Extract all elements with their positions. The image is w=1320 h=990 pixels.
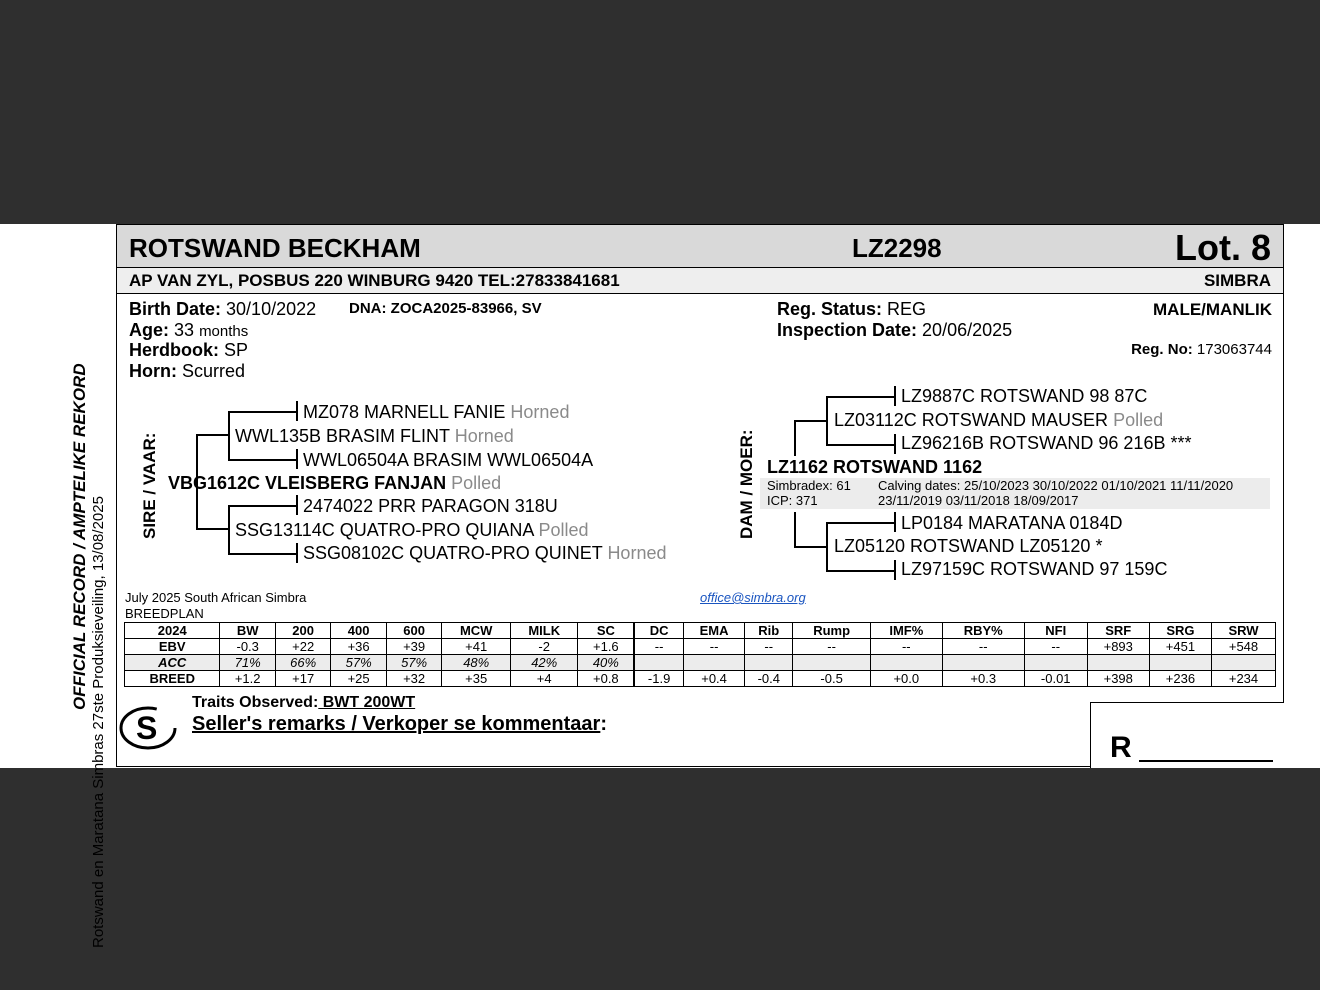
ebv-cell: 57% <box>386 655 441 671</box>
ebv-header-cell: RBY% <box>942 623 1024 639</box>
ebv-header-cell: SRG <box>1149 623 1211 639</box>
dna-info: DNA: ZOCA2025-83966, SV <box>349 300 542 317</box>
animal-name: ROTSWAND BECKHAM <box>129 233 421 263</box>
sire-dam: SSG13114C QUATRO-PRO QUIANA Polled <box>235 520 589 540</box>
breedplan-label: BREEDPLAN <box>125 606 204 621</box>
ebv-header-cell: SRW <box>1212 623 1276 639</box>
ebv-cell: +548 <box>1212 639 1276 655</box>
dam-sire: LZ03112C ROTSWAND MAUSER Polled <box>834 410 1164 430</box>
ebv-cell: +4 <box>511 671 578 687</box>
ebv-header-cell: DC <box>634 623 683 639</box>
ebv-header-cell: MCW <box>442 623 511 639</box>
ebv-cell: +451 <box>1149 639 1211 655</box>
dam-section-label: DAM / MOER: <box>737 429 756 539</box>
ebv-row-label: EBV <box>125 639 220 655</box>
dam-name: LZ1162 ROTSWAND 1162 <box>767 457 983 477</box>
sire-name: VBG1612C VLEISBERG FANJAN Polled <box>168 473 502 493</box>
sex-label: MALE/MANLIK <box>1153 300 1272 319</box>
sire-sire-dam: WWL06504A BRASIM WWL06504A <box>303 450 594 470</box>
ebv-cell: -- <box>745 639 793 655</box>
simbra-logo <box>118 702 180 752</box>
sire-dam-sire: 2474022 PRR PARAGON 318U <box>303 496 558 516</box>
ebv-cell: +398 <box>1087 671 1149 687</box>
ebv-cell <box>942 655 1024 671</box>
ebv-cell <box>1212 655 1276 671</box>
official-record-label: OFFICIAL RECORD / AMPTELIKE REKORD <box>70 363 89 710</box>
ebv-cell <box>793 655 871 671</box>
ebv-cell: +32 <box>386 671 441 687</box>
ebv-cell: -2 <box>511 639 578 655</box>
birth-date: Birth Date: 30/10/2022 <box>129 299 317 319</box>
ebv-header-row <box>125 623 1276 639</box>
ebv-cell: -- <box>793 639 871 655</box>
sire-sire-sire: MZ078 MARNELL FANIE Horned <box>303 402 570 422</box>
ebv-cell <box>1024 655 1087 671</box>
ebv-cell: 71% <box>220 655 275 671</box>
ebv-cell <box>634 655 683 671</box>
horn-status: Horn: Scurred <box>129 361 246 381</box>
ebv-row-label: ACC <box>125 655 220 671</box>
calving-dates-1: Calving dates: 25/10/2023 30/10/2022 01/10/2021 11/11/2020 <box>878 478 1234 493</box>
ebv-cell: +35 <box>442 671 511 687</box>
owner-details: AP VAN ZYL, POSBUS 220 WINBURG 9420 TEL:27833841681 <box>129 271 620 290</box>
ebv-cell: +236 <box>1149 671 1211 687</box>
calving-box <box>760 478 1270 509</box>
ebv-row <box>125 671 1276 687</box>
ebv-cell: -0.3 <box>220 639 275 655</box>
herdbook: Herdbook: SP <box>129 340 249 360</box>
ebv-header-cell: Rib <box>745 623 793 639</box>
header-bar <box>116 224 1284 268</box>
ebv-cell <box>683 655 744 671</box>
price-box <box>1090 702 1284 768</box>
reg-status: Reg. Status: REG <box>777 299 927 319</box>
calving-dates-2: 23/11/2019 03/11/2018 18/09/2017 <box>878 493 1079 508</box>
sire-sire: WWL135B BRASIM FLINT Horned <box>235 426 514 446</box>
ebv-cell: 42% <box>511 655 578 671</box>
ebv-header-cell: 200 <box>275 623 330 639</box>
lot-card <box>0 224 1320 948</box>
price-label: R <box>1110 731 1132 764</box>
ebv-cell: -0.4 <box>745 671 793 687</box>
sellers-remarks: Seller's remarks / Verkoper se kommentaar: <box>192 713 608 735</box>
price-line[interactable] <box>1139 760 1273 762</box>
ebv-cell <box>870 655 942 671</box>
ebv-cell: +22 <box>275 639 330 655</box>
ebv-cell: +893 <box>1087 639 1149 655</box>
sire-dam-dam: SSG08102C QUATRO-PRO QUINET Horned <box>303 543 667 563</box>
inspection-date: Inspection Date: 20/06/2025 <box>777 320 1013 340</box>
ebv-cell: -- <box>1024 639 1087 655</box>
reg-number: Reg. No: 173063744 <box>1131 341 1272 358</box>
ebv-row <box>125 639 1276 655</box>
dam-dam-sire: LP0184 MARATANA 0184D <box>901 513 1123 533</box>
traits-observed: Traits Observed: BWT 200WT <box>192 694 416 711</box>
ebv-header-cell: SRF <box>1087 623 1149 639</box>
breed-label: SIMBRA <box>1203 271 1271 290</box>
ebv-cell: +1.2 <box>220 671 275 687</box>
ebv-header-cell: IMF% <box>870 623 942 639</box>
ebv-header-cell: EMA <box>683 623 744 639</box>
icp: ICP: 371 <box>767 493 818 508</box>
ebv-cell: +0.3 <box>942 671 1024 687</box>
ebv-cell: 48% <box>442 655 511 671</box>
ebv-header-cell: Rump <box>793 623 871 639</box>
ebv-cell: -- <box>683 639 744 655</box>
ebv-cell <box>1149 655 1211 671</box>
dam-sire-sire: LZ9887C ROTSWAND 98 87C <box>901 386 1148 406</box>
ebv-row <box>125 655 1276 671</box>
ebv-cell: 57% <box>331 655 386 671</box>
svg-text:S: S <box>136 710 158 746</box>
ebv-cell: +0.8 <box>578 671 635 687</box>
owner-bar <box>116 268 1284 294</box>
ebv-cell <box>1087 655 1149 671</box>
ebv-header-cell: 2024 <box>125 623 220 639</box>
animal-code: LZ2298 <box>852 233 942 263</box>
ebv-header-cell: 600 <box>386 623 441 639</box>
ebv-header-cell: NFI <box>1024 623 1087 639</box>
ebv-cell: 66% <box>275 655 330 671</box>
ebv-cell: -1.9 <box>634 671 683 687</box>
dam-dam: LZ05120 ROTSWAND LZ05120 * <box>834 536 1103 556</box>
ebv-cell: +234 <box>1212 671 1276 687</box>
breedplan-source: July 2025 South African Simbra <box>125 590 307 605</box>
ebv-table <box>124 622 1276 687</box>
ebv-header-cell: SC <box>578 623 635 639</box>
lot-number: Lot. 8 <box>1175 227 1271 268</box>
ebv-cell: +25 <box>331 671 386 687</box>
ebv-cell: +0.0 <box>870 671 942 687</box>
ebv-cell: -0.5 <box>793 671 871 687</box>
sire-section-label: SIRE / VAAR: <box>140 432 159 539</box>
ebv-row-label: BREED <box>125 671 220 687</box>
auction-caption: Rotswand en Maratana Simbras 27ste Produksieveiling, 13/08/2025 <box>90 496 107 948</box>
ebv-cell: -- <box>942 639 1024 655</box>
ebv-cell: -- <box>634 639 683 655</box>
ebv-cell: +36 <box>331 639 386 655</box>
ebv-cell <box>745 655 793 671</box>
ebv-cell: +41 <box>442 639 511 655</box>
ebv-cell: -- <box>870 639 942 655</box>
dam-sire-dam: LZ96216B ROTSWAND 96 216B *** <box>901 433 1192 453</box>
dam-dam-dam: LZ97159C ROTSWAND 97 159C <box>901 559 1168 579</box>
ebv-cell: +0.4 <box>683 671 744 687</box>
ebv-cell: +1.6 <box>578 639 635 655</box>
ebv-cell: +17 <box>275 671 330 687</box>
ebv-header-cell: MILK <box>511 623 578 639</box>
ebv-header-cell: 400 <box>331 623 386 639</box>
ebv-cell: -0.01 <box>1024 671 1087 687</box>
simbradex: Simbradex: 61 <box>767 478 851 493</box>
email-link[interactable]: office@simbra.org <box>700 590 806 605</box>
ebv-cell: 40% <box>578 655 635 671</box>
ebv-header-cell: BW <box>220 623 275 639</box>
ebv-cell: +39 <box>386 639 441 655</box>
age: Age: 33 months <box>129 320 249 340</box>
